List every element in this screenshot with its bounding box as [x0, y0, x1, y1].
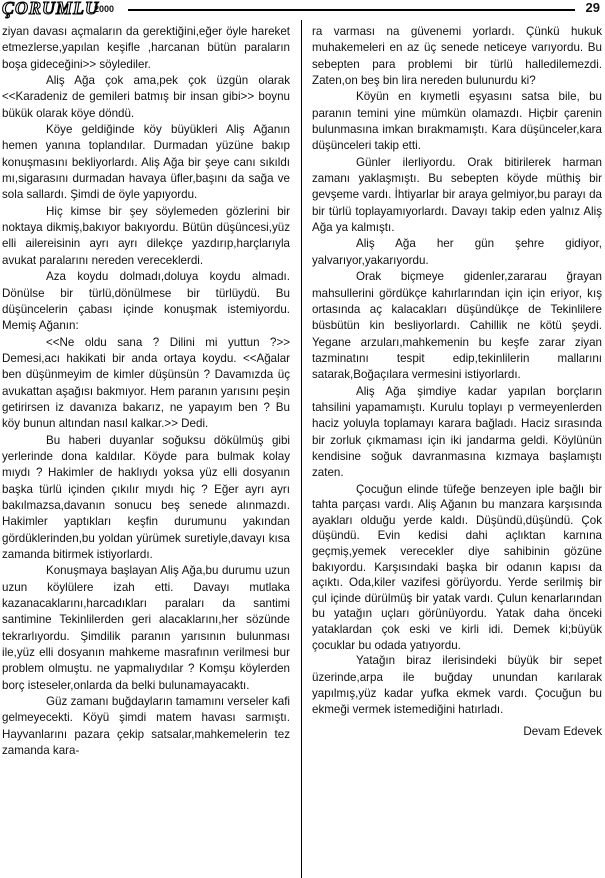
paragraph: Aliş Ağa şimdiye kadar yapılan borçların tahsilini yapamamıştı. Kurulu toplayı p vermeyenlerden haciz yoluyla toplamayı karara bağladı. Haciz sırasında bir zorluk çıkmaması için iki jandarma geldi. Köylünün kendisine soğuk davranmasına kızmaya başlamıştı zaten.	[312, 384, 602, 480]
page-header	[0, 0, 605, 20]
paragraph: Aliş Ağa çok ama,pek çok üzgün olarak <<Karadeniz de gemileri batmış bir insan gibi>> boynu bükük olarak köye döndü.	[2, 74, 290, 120]
paragraph: Günler ilerliyordu. Orak bitirilerek harman zamanı yaklaşmıştı. Bu sebepten köyde müthiş bir gevşeme vardı. İhtiyarlar bir araya gelmiyor,bu parayı da bir türlü toplayamıyorlardı. Davayı takip eden yalnız Aliş Ağa ya kalmıştı.	[312, 155, 602, 235]
paragraph: Orak biçmeye gidenler,zararau ğrayan mahsullerini gördükçe kahırlarından için için eriyor, kış ortasında aç kalacakları düşündükçe de Tekinlilere büsbütün kin besliyorlardı. Cahillik ne kötü şeydi. Yegane arzuları,mahkemenin bu keşfe zarar ziyan tazminatını tespit edip,tekinlilerin mallarını satarak,Boğaçılara vermesini istiyorlardı.	[312, 270, 602, 382]
paragraph: Çocuğun elinde tüfeğe benzeyen iple bağlı bir tahta parçası vardı. Aliş Ağanın bu manzara karşısında ayakları olduğu yerde kaldı. Düşündü,düşündü. Çok düşündü. Evin kedisi dahi açlıktan karnına geçmiş,yemek verecekler diye sahibinin gözüne bakıyordu. Karşısındaki başka bir odanın kapısı da açıktı. Oda,kiler vazifesi görüyordu. Yerde serilmiş bir çul içinde dürülmüş bir yatak vardı. Çulun kenarlarından bu yatağın uçları görünüyordu. Yatak daha önceki yataklardan çok eski ve kirli idi. Demek ki;büyük çocuklar bu odada yatıyordu.	[312, 482, 602, 652]
paragraph: Bu haberi duyanlar soğuksu dökülmüş gibi yerlerinde dona kaldılar. Köyde para bulmak kolay mıydı ? Hakimler de haklıydı yoksa yüz elli dosyanın başka türlü içinden çıkılır mıydı hiç ? Eğer ayrı ayrı bakılmazsa,davanın sonucu beş senede alınmazdı. Hakimler yaptıkları keşfin durumunu yakından gördüklerinden,bu yoldan yürümek suretiyle,davayı kısa zamanda bitirmek istiyorlardı.	[2, 433, 290, 561]
right-column	[312, 24, 602, 740]
issue-year: 2000	[94, 4, 115, 14]
paragraph: Güz zamanı buğdayların tamamını verseler kafi gelmeyecekti. Köyü şimdi matem havası sarmıştı. Hayvanlarını pazara çekip satsalar,mahkemelerin tez zamanda kara-	[2, 695, 290, 758]
left-column	[2, 24, 290, 759]
continued-note: Devam Edevek	[523, 724, 602, 738]
paragraph: Aza koydu dolmadı,doluya koydu almadı. Dönülse bir türlü,dönülmese bir türlüydü. Bu düşüncelerin çabası içinde konuşmak istemiyordu. Memiş Ağanın:	[2, 270, 290, 333]
paragraph: Aliş Ağa her gün şehre gidiyor, yalvarıyor,yakarıyordu.	[312, 237, 602, 267]
page-number: 29	[585, 0, 600, 15]
paragraph: Yatağın biraz ilerisindeki büyük bir sepet üzerinde,arpa ile buğday unundan karılarak yapılmış,yüz kadar yufka ekmek vardı. Çocuğun bu ekmeği vermek istemediğini hatırladı.	[312, 654, 602, 717]
header-rule	[128, 9, 575, 11]
paragraph: <<Ne oldu sana ? Dilini mi yuttun ?>> Demesi,acı hakikati bir anda ortaya koydu. <<Ağalar ben düşünmeyim de kimler düşünsün ? Davamızda üç avukattan aşağısı bakmıyor. Hem paranın yarısını peşin getirirsen iz davanıza bakarız, ne yapayım ben ? Bu köy bunun altından nasıl kalkar.>> Dedi.	[2, 335, 290, 431]
paragraph: Köye geldiğinde köy büyükleri Aliş Ağanın hemen yanına toplandılar. Durmadan yüzüne bakıp konuşmasını bekliyorlardı. Aliş Ağa bir şeye canı sıkıldı mı,sigarasını durmadan havaya üfler,başını da sağa ve sola sallardı. Şimdi de öyle yapıyordu.	[2, 123, 290, 202]
paragraph: ziyan davası açmaların da gerektiğini,eğer öyle hareket etmezlerse,yapılan keşifle ,harcanan bütün paraların boşa gideceğini>> söylediler.	[2, 25, 290, 71]
paragraph: Köyün en kıymetli eşyasını satsa bile, bu paranın temini yine mümkün olamazdı. Hiçbir çarenin bulunmasına imkan bırakmamıştı. Kara düşünceler,kara düşünceleri takip etti.	[312, 90, 602, 153]
magazine-logo: ÇORUMLU	[2, 0, 100, 18]
paragraph: Konuşmaya başlayan Aliş Ağa,bu durumu uzun uzun köylülere izah etti. Davayı mutlaka kazanacaklarını,harcadıkları paraları da santimi santimine Tekinlilerden geri alacaklarını,her sözünde tekrarlıyordu. Şimdilik paranın yarısının bulunması ile,yüz elli dosyanın mahkeme masrafının verilmesi bur problem olmuştu. ne yapmalıydılar ? Komşu köylerden borç isteseler,onlarda da belki bulunamayacaktı.	[2, 564, 290, 692]
paragraph: ra varması na güvenemi yorlardı. Çünkü hukuk muhakemeleri en az üç senede neticeye varıyordu. Bu sebepten para problemi bir türlü halledilemezdi. Zaten,on beş bin lira nereden bulunurdu ki?	[312, 25, 602, 88]
paragraph: Hiç kimse bir şey söylemeden gözlerini bir noktaya dikmiş,bakıyor bakıyordu. Bütün düşüncesi,yüz elli ailereisinin ayrı ayrı dilekçe yazdırıp,harçlarıyla avukat paralarını nereden vereceklerdi.	[2, 204, 290, 267]
column-divider	[301, 20, 302, 878]
